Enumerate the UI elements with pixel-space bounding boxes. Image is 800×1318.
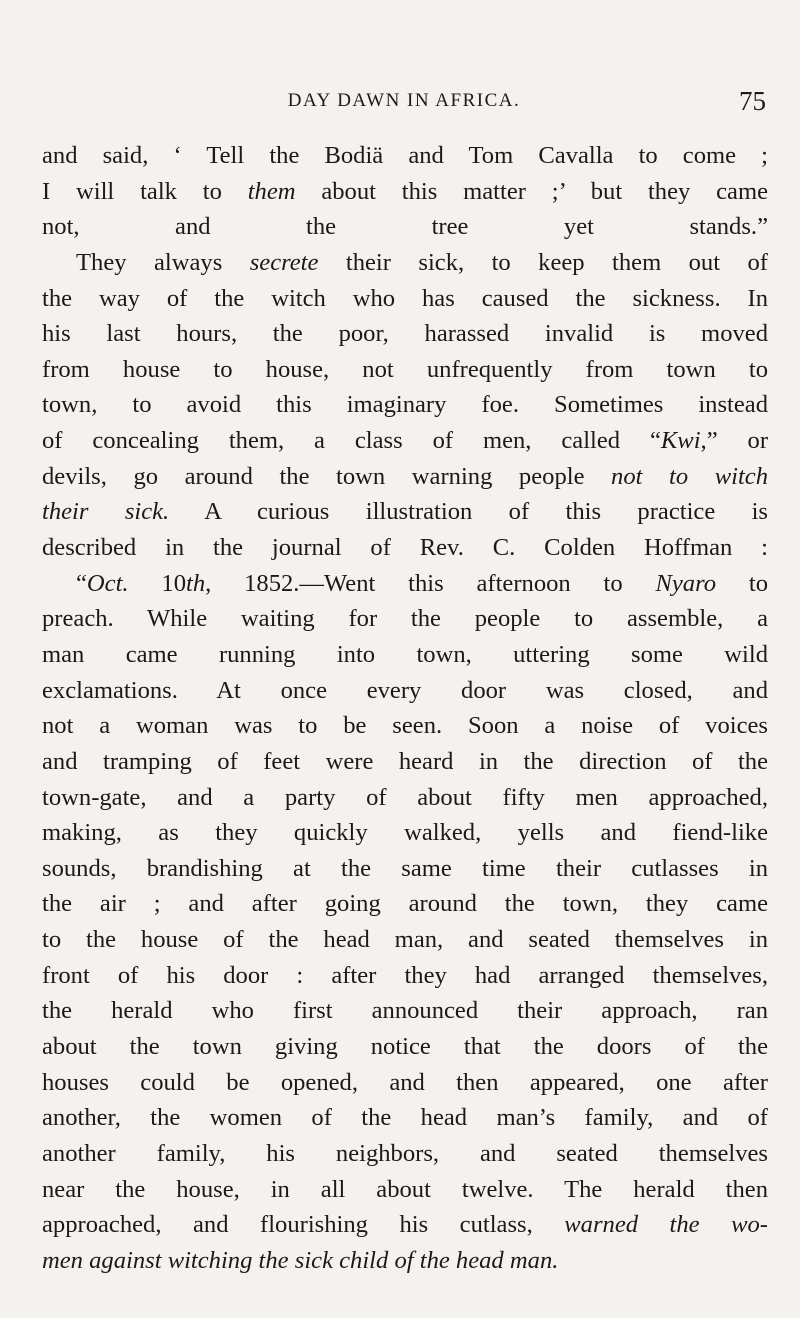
running-head bbox=[42, 86, 766, 122]
text-line bbox=[42, 708, 768, 744]
italic-text: th bbox=[186, 569, 206, 597]
italic-text: Nyaro bbox=[655, 569, 717, 597]
text-line bbox=[42, 744, 768, 780]
text-line bbox=[42, 851, 768, 887]
running-title: DAY DAWN IN AFRICA. bbox=[287, 90, 521, 111]
text-run: exclamations. At once every door was closed, and bbox=[42, 676, 768, 704]
text-run: described in the journal of Rev. C. Colden Hoffman : bbox=[42, 534, 768, 562]
body-text bbox=[42, 138, 768, 1279]
italic-text: not to witch bbox=[611, 462, 768, 490]
text-run: his last hours, the poor, harassed invalid is moved bbox=[42, 320, 768, 348]
text-run: another family, his neighbors, and seated themselves bbox=[42, 1139, 768, 1167]
text-run: sounds, brandishing at the same time their cutlasses in bbox=[42, 854, 768, 882]
text-line bbox=[42, 459, 768, 495]
page-number: 75 bbox=[739, 86, 766, 116]
text-run: , 1852.—Went this afternoon to bbox=[205, 569, 656, 597]
text-run: A curious illustration of this practice is bbox=[169, 498, 768, 526]
text-line bbox=[42, 1136, 768, 1172]
text-run: man came running into town, uttering some wild bbox=[42, 640, 768, 668]
text-line bbox=[42, 780, 768, 816]
text-line bbox=[42, 993, 768, 1029]
text-line bbox=[42, 1065, 768, 1101]
text-line bbox=[42, 1100, 768, 1136]
text-run: and tramping of feet were heard in the direction of the bbox=[42, 747, 768, 775]
text-run: town, to avoid this imaginary foe. Sometimes instead bbox=[42, 391, 768, 419]
italic-text: Kwi bbox=[660, 427, 701, 455]
text-line bbox=[42, 352, 768, 388]
text-run: houses could be opened, and then appeared, one after bbox=[42, 1068, 768, 1096]
text-run: devils, go around the town warning people bbox=[42, 462, 612, 490]
text-run: of concealing them, a class of men, called “ bbox=[42, 427, 661, 455]
text-line bbox=[42, 530, 768, 566]
italic-text: their sick. bbox=[42, 498, 170, 526]
text-run: 10 bbox=[128, 569, 186, 597]
text-run: about this matter ;’ but they came bbox=[295, 177, 769, 205]
text-line bbox=[42, 138, 768, 174]
italic-text: men against witching the sick child of the head man. bbox=[42, 1246, 559, 1274]
text-run: from house to house, not unfrequently from town to bbox=[42, 355, 768, 383]
italic-text: Oct. bbox=[86, 569, 129, 597]
text-run: their sick, to keep them out of bbox=[318, 248, 768, 276]
text-run: preach. While waiting for the people to assemble, a bbox=[42, 605, 768, 633]
text-run: and said, ‘ Tell the Bodiä and Tom Cavalla to come ; bbox=[42, 142, 768, 169]
text-line bbox=[42, 886, 768, 922]
text-line bbox=[42, 316, 768, 352]
text-line bbox=[42, 387, 768, 423]
text-line bbox=[42, 174, 768, 210]
text-line bbox=[42, 922, 768, 958]
text-line bbox=[42, 245, 768, 281]
text-run: front of his door : after they had arranged themselves, bbox=[42, 961, 768, 989]
text-line bbox=[42, 1029, 768, 1065]
text-line bbox=[42, 958, 768, 994]
text-run: I will talk to bbox=[42, 177, 248, 205]
text-run: They always bbox=[76, 248, 250, 276]
text-run: town-gate, and a party of about fifty men approached, bbox=[42, 783, 768, 811]
text-line bbox=[42, 815, 768, 851]
text-line bbox=[42, 1243, 768, 1279]
text-run: the way of the witch who has caused the sickness. In bbox=[42, 284, 768, 312]
text-run: approached, and flourishing his cutlass, bbox=[42, 1211, 565, 1239]
text-run: not, and the tree yet stands.” bbox=[42, 213, 768, 241]
text-run: about the town giving notice that the doors of the bbox=[42, 1033, 768, 1061]
text-line bbox=[42, 1207, 768, 1243]
text-line bbox=[42, 566, 768, 602]
italic-text: warned the wo- bbox=[564, 1211, 768, 1239]
italic-text: secrete bbox=[249, 248, 319, 276]
text-run: “ bbox=[76, 569, 87, 597]
text-line bbox=[42, 601, 768, 637]
text-run: near the house, in all about twelve. The herald then bbox=[42, 1175, 768, 1203]
text-line bbox=[42, 637, 768, 673]
text-run: the air ; and after going around the town, they came bbox=[42, 890, 768, 918]
text-line bbox=[42, 673, 768, 709]
text-run: not a woman was to be seen. Soon a noise of voices bbox=[42, 712, 768, 740]
italic-text: them bbox=[247, 177, 296, 205]
text-run: to bbox=[716, 569, 768, 597]
text-run: to the house of the head man, and seated themselves in bbox=[42, 926, 768, 954]
text-run: another, the women of the head man’s family, and of bbox=[42, 1104, 768, 1132]
text-run: making, as they quickly walked, yells and fiend-like bbox=[42, 819, 768, 847]
text-line bbox=[42, 281, 768, 317]
text-run: the herald who first announced their approach, ran bbox=[42, 997, 768, 1025]
text-run: ,” or bbox=[700, 427, 769, 455]
text-line bbox=[42, 209, 768, 245]
text-line bbox=[42, 1172, 768, 1208]
text-line bbox=[42, 494, 768, 530]
text-line bbox=[42, 423, 768, 459]
